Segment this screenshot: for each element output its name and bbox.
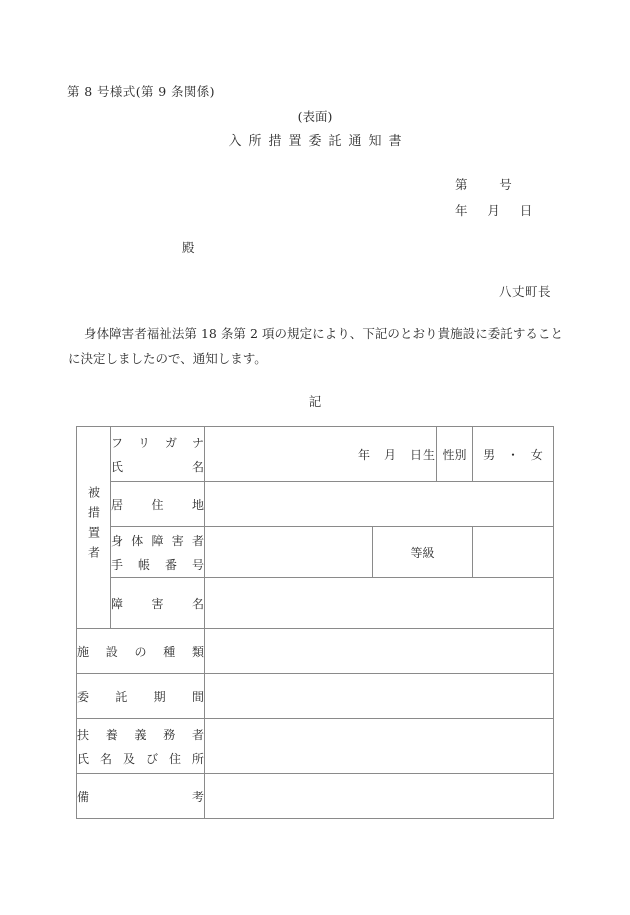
body-line-2: 決定しましたので、通知します。 <box>80 351 267 366</box>
residence-label: 居 住 地 <box>111 497 204 512</box>
sex-label-cell: 性別 <box>437 427 473 482</box>
supporter-input-cell[interactable] <box>205 719 554 774</box>
table-row-facility-type <box>77 629 554 674</box>
name-label: 氏 名 <box>111 459 204 474</box>
name-label-cell <box>111 427 205 482</box>
table-row-disability-name <box>77 578 554 629</box>
grade-input-cell[interactable] <box>473 527 554 578</box>
remarks-input-cell[interactable] <box>205 774 554 819</box>
side-label: (表面) <box>297 109 333 124</box>
handbook-number-label-cell <box>111 527 205 578</box>
subject-rail-cell <box>77 427 111 629</box>
birthdate-label: 年 月 日生 <box>357 447 436 462</box>
entrust-period-label: 委 託 期 間 <box>77 689 204 704</box>
handbook-label-line-2: 手 帳 番 号 <box>111 557 204 572</box>
grade-label-cell: 等級 <box>372 527 472 578</box>
furigana-label: フ リ ガ ナ <box>111 435 204 450</box>
table-row-name <box>77 427 554 482</box>
issuer-name: 八丈町長 <box>499 284 552 299</box>
entrust-period-input-cell[interactable] <box>205 674 554 719</box>
disability-name-label-cell <box>111 578 205 629</box>
facility-type-label-cell <box>77 629 205 674</box>
body-paragraph <box>68 321 563 371</box>
disability-name-input-cell[interactable] <box>205 578 554 629</box>
name-birthdate-input-cell[interactable] <box>205 427 437 482</box>
table-row-supporter <box>77 719 554 774</box>
residence-label-cell <box>111 482 205 527</box>
entrust-period-label-cell <box>77 674 205 719</box>
page-title: 入所措置委託通知書 <box>228 134 409 149</box>
handbook-label-line-1: 身 体 障 害 者 <box>111 533 204 548</box>
measure-entrustment-table <box>76 426 554 819</box>
remarks-label-cell <box>77 774 205 819</box>
table-row-entrust-period <box>77 674 554 719</box>
supporter-label-line-2: 氏 名 及 び 住 所 <box>77 751 204 766</box>
residence-input-cell[interactable] <box>205 482 554 527</box>
addressee-honorific: 殿 <box>182 240 195 255</box>
facility-type-input-cell[interactable] <box>205 629 554 674</box>
table-row-residence <box>77 482 554 527</box>
disability-name-label: 障 害 名 <box>111 596 204 611</box>
note-marker: 記 <box>308 394 322 409</box>
document-meta <box>455 172 532 224</box>
subject-rail-label: 被措置者 <box>86 486 101 566</box>
form-code: 第 8 号様式(第 9 条関係) <box>67 84 215 99</box>
remarks-label: 備 考 <box>77 789 204 804</box>
body-line-1: 身体障害者福祉法第 18 条第 2 項の規定により、下記のとおり貴施設に委託することに <box>68 326 563 366</box>
table-row-remarks <box>77 774 554 819</box>
sex-options-cell[interactable]: 男 ・ 女 <box>473 427 554 482</box>
document-number-line: 第 号 <box>455 177 512 192</box>
facility-type-label: 施 設 の 種 類 <box>77 644 204 659</box>
document-date-line: 年 月 日 <box>455 203 533 218</box>
supporter-label-cell <box>77 719 205 774</box>
table-row-handbook-number <box>77 527 554 578</box>
handbook-number-input-cell[interactable] <box>205 527 373 578</box>
supporter-label-line-1: 扶 養 義 務 者 <box>77 727 204 742</box>
